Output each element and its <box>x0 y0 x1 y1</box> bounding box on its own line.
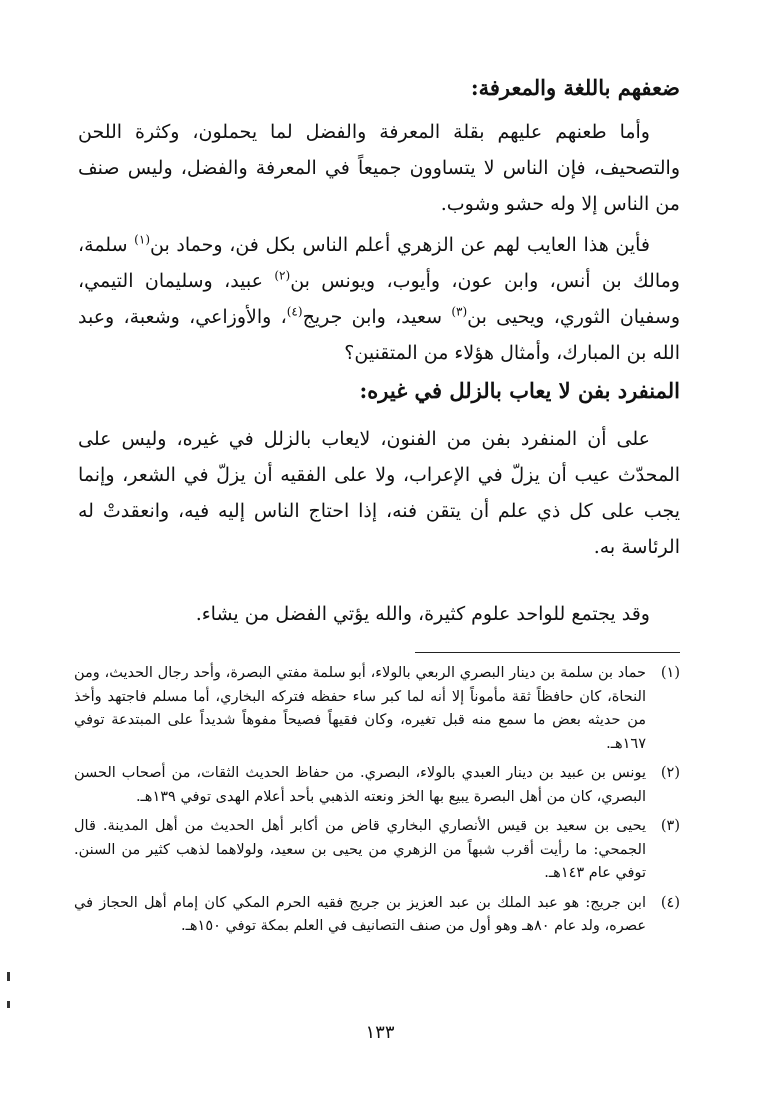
paragraph-specialist: على أن المنفرد بفن من الفنون، لايعاب بالزلل في غيره، وليس على المحدّث عيب أن يزلّ في الإعراب، ولا على الفقيه أن يزلّ في الشعر، وإنما يجب على كل ذي علم أن يتقن فنه، إذا احتاج الناس إليه فيه، وانعقدتْ له الرئاسة به. <box>78 428 680 558</box>
footnote-marker-1: (١) <box>134 232 150 247</box>
footnote-text: يونس بن عبيد بن دينار العبدي بالولاء، البصري. من حفاظ الحديث الثقات، من أصحاب الحسن البصري، كان من أهل البصرة يبيع بها الخز ونعته الذهبي بأحد أعلام الهدى توفي ١٣٩هـ. <box>74 765 646 805</box>
footnote-marker-4: (٤) <box>286 304 303 319</box>
paragraph-part: عبيد، وسليمان التيمي، وسفيان الثوري، ويحيى بن <box>78 270 681 328</box>
footnote-marker-2: (٢) <box>274 268 291 283</box>
section-heading-weakness-language: ضعفهم باللغة والمعرفة: <box>470 75 680 100</box>
footnote-item <box>74 762 680 809</box>
page-number: ١٣٣ <box>365 1022 395 1043</box>
footnote-number: (٣) <box>660 818 680 834</box>
footnote-text: ابن جريج: هو عبد الملك بن عبد العزيز بن جريج فقيه الحرم المكي كان إمام أهل الحجاز في عصره، ولد عام ٨٠هـ وهو أول من صنف التصانيف في العلم بمكة توفي ١٥٠هـ. <box>74 894 646 934</box>
scan-edge-mark <box>7 972 10 981</box>
paragraph-closing: وقد يجتمع للواحد علوم كثيرة، والله يؤتي الفضل من يشاء. <box>195 603 650 625</box>
footnote-number: (٢) <box>660 765 680 781</box>
footnote-marker-3: (٣) <box>451 304 468 319</box>
paragraph-part: فأين هذا العايب لهم عن الزهري أعلم الناس بكل فن، وحماد بن <box>150 234 650 256</box>
paragraph-part: سعيد، وابن جريج <box>302 306 452 328</box>
paragraph-part: ، والأوزاعي، وشعبة، وعبد الله بن المبارك، وأمثال هؤلاء من المتقنين؟ <box>78 306 680 364</box>
footnote-number: (١) <box>660 665 680 681</box>
footnote-item <box>74 815 680 886</box>
scan-edge-mark <box>7 1001 10 1008</box>
footnote-item <box>74 892 680 939</box>
footnote-separator <box>415 652 680 653</box>
footnote-number: (٤) <box>660 894 680 911</box>
paragraph-scholars-list <box>78 227 680 371</box>
section-heading-specialist: المنفرد بفن لا يعاب بالزلل في غيره: <box>359 378 680 403</box>
footnote-text: حماد بن سلمة بن دينار البصري الربعي بالولاء، أبو سلمة مفتي البصرة، وأحد رجال الحديث، ومن النحاة، كان حافظاً ثقة مأموناً إلا أنه لما كبر ساء حفظه فتركه البخاري، أما مسلم فاجتهد وأخذ من حديثه بعض ما سمع منه قبل تغيره، وكان فقيهاً فصيحاً مفوهاً شديداً على المبتدعة توفي ١٦٧هـ. <box>74 665 646 752</box>
footnote-text: يحيى بن سعيد بن قيس الأنصاري البخاري قاض من أكابر أهل الحديث من أهل المدينة. قال الجمحي: ما رأيت أقرب شبهاً من الزهري من يحيى بن سعيد، ولولاهما لذهب كثير من السنن. توفي عام ١٤٣هـ. <box>74 818 646 881</box>
footnote-item <box>74 662 680 756</box>
paragraph-weakness-language: وأما طعنهم عليهم بقلة المعرفة والفضل لما يحملون، وكثرة اللحن والتصحيف، فإن الناس لا يتساوون جميعاً في المعرفة والفضل، وليس صنف من الناس إلا وله حشو وشوب. <box>78 121 680 215</box>
paragraph-part: سلمة، ومالك بن أنس، وابن عون، وأيوب، ويونس بن <box>78 234 680 292</box>
footnotes <box>74 662 680 945</box>
